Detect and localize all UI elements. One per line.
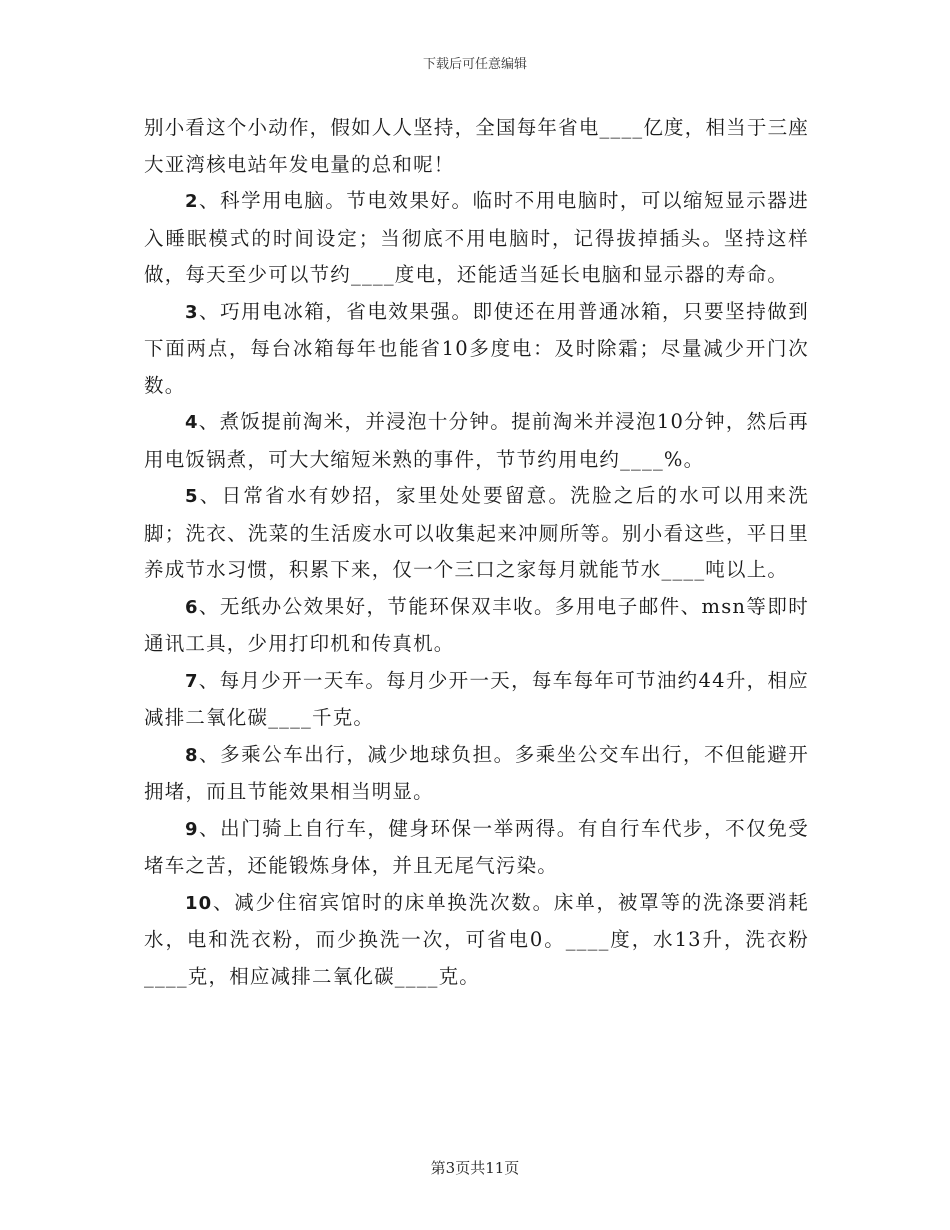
paragraph-text: 、多乘公车出行，减少地球负担。多乘坐公交车出行，不但能避开拥堵，而且节能效果相当明显。 bbox=[144, 742, 809, 803]
paragraph-item-10 bbox=[144, 885, 809, 996]
item-number: 4 bbox=[184, 412, 199, 433]
item-number: 5 bbox=[184, 486, 199, 507]
page-footer: 第3页共11页 bbox=[430, 1159, 520, 1177]
paragraph-item-5 bbox=[144, 478, 809, 589]
paragraph-continuation bbox=[144, 110, 809, 183]
paragraph-text: 、日常省水有妙招，家里处处要留意。洗脸之后的水可以用来洗脚；洗衣、洗菜的生活废水可以收集起来冲厕所等。别小看这些，平日里养成节水习惯，积累下来，仅一个三口之家每月就能节水____吨以上。 bbox=[144, 484, 809, 581]
item-number: 3 bbox=[184, 301, 199, 323]
document-body bbox=[144, 110, 809, 995]
paragraph-item-8 bbox=[144, 737, 809, 811]
item-number: 6 bbox=[184, 596, 199, 618]
paragraph-item-3 bbox=[144, 294, 809, 405]
item-number: 9 bbox=[184, 818, 199, 840]
paragraph-text: 、煮饭提前淘米，并浸泡十分钟。提前淘米并浸泡10分钟，然后再用电饭锅煮，可大大缩短米熟的事件，节节约用电约____%。 bbox=[144, 410, 809, 471]
item-number: 7 bbox=[184, 670, 199, 692]
item-number: 2 bbox=[184, 191, 199, 212]
paragraph-item-9 bbox=[144, 811, 809, 885]
paragraph-text: 、出门骑上自行车，健身环保一举两得。有自行车代步，不仅免受堵车之苦，还能锻炼身体，并且无尾气污染。 bbox=[144, 816, 809, 877]
paragraph-text: 、减少住宿宾馆时的床单换洗次数。床单，被罩等的洗涤要消耗水，电和洗衣粉，而少换洗一次，可省电0。____度，水13升，洗衣粉____克，相应减排二氧化碳____克。 bbox=[144, 890, 809, 988]
paragraph-text: 、科学用电脑。节电效果好。临时不用电脑时，可以缩短显示器进入睡眠模式的时间设定；当彻底不用电脑时，记得拔掉插头。坚持这样做，每天至少可以节约____度电，还能适当延长电脑和显示器的寿命。 bbox=[144, 189, 809, 286]
paragraph-text: 别小看这个小动作，假如人人坚持，全国每年省电____亿度，相当于三座大亚湾核电站年发电量的总和呢！ bbox=[144, 116, 809, 176]
paragraph-item-2 bbox=[144, 183, 809, 294]
item-number: 8 bbox=[184, 744, 199, 766]
paragraph-text: 、无纸办公效果好，节能环保双丰收。多用电子邮件、msn等即时通讯工具，少用打印机和传真机。 bbox=[144, 594, 809, 655]
paragraph-item-7 bbox=[144, 663, 809, 737]
paragraph-item-4 bbox=[144, 404, 809, 478]
paragraph-text: 、每月少开一天车。每月少开一天，每车每年可节油约44升，相应减排二氧化碳____千克。 bbox=[144, 668, 809, 729]
page-header: 下载后可任意编辑 bbox=[422, 57, 527, 72]
item-number: 10 bbox=[184, 892, 213, 914]
paragraph-item-6 bbox=[144, 589, 809, 663]
paragraph-text: 、巧用电冰箱，省电效果强。即使还在用普通冰箱，只要坚持做到下面两点，每台冰箱每年也能省10多度电：及时除霜；尽量减少开门次数。 bbox=[144, 299, 809, 397]
